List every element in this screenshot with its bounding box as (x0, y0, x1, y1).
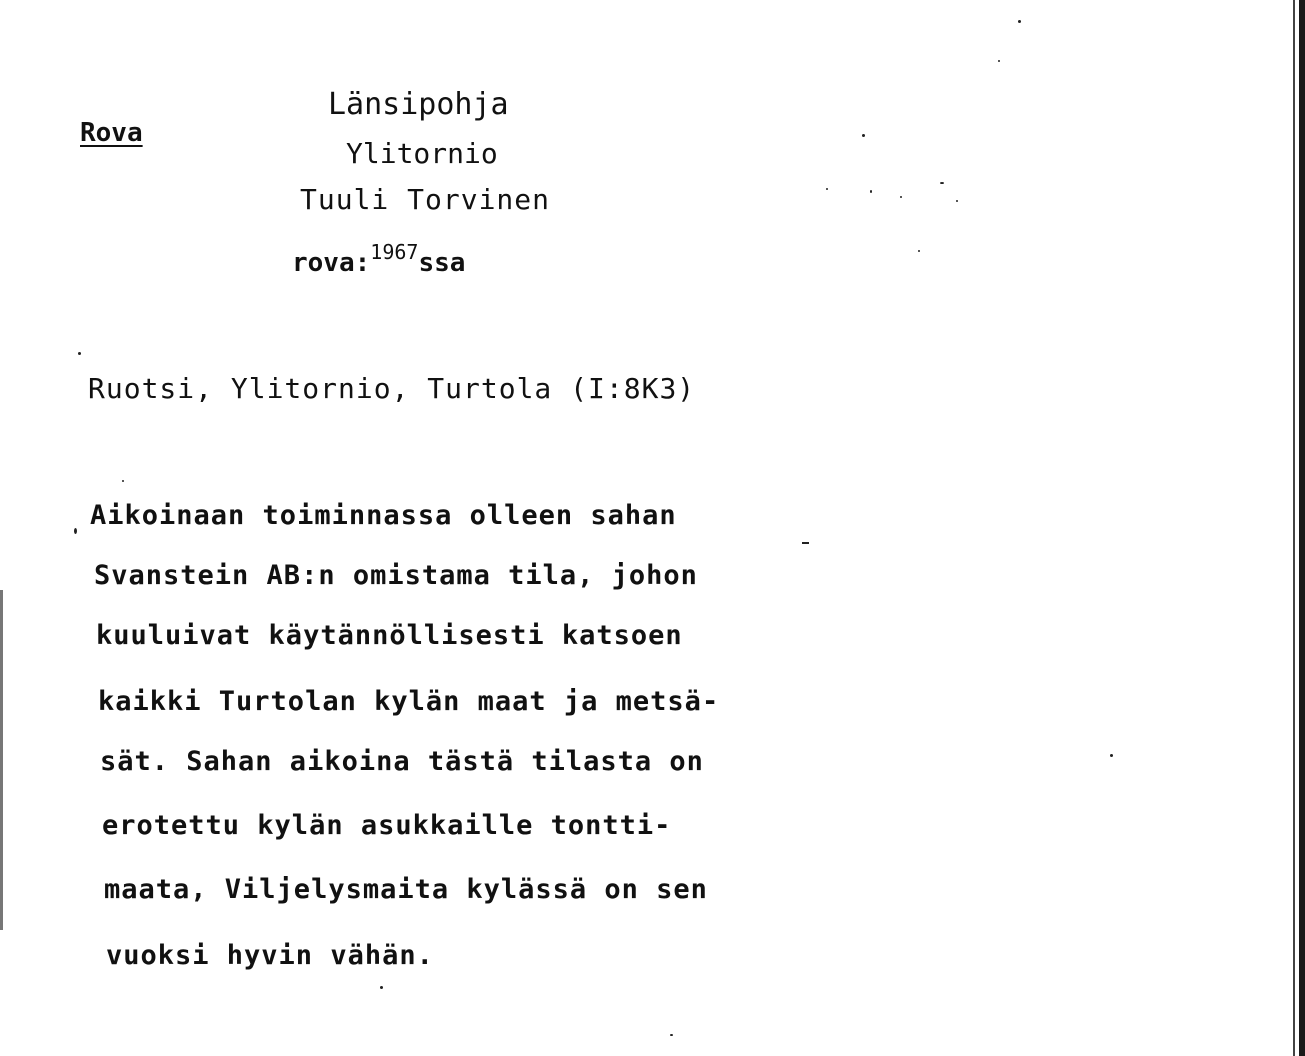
body-line: kuuluivat käytännöllisesti katsoen (96, 620, 683, 651)
card-left-edge-line (0, 590, 3, 930)
body-line: sät. Sahan aikoina tästä tilasta on (100, 746, 704, 777)
body-line: vuoksi hyvin vähän. (106, 940, 434, 971)
scan-speck (380, 986, 383, 989)
scan-speck (802, 542, 809, 544)
term-suffix: ssa (418, 248, 466, 278)
location-line: Ruotsi, Ylitornio, Turtola (I:8K3) (88, 372, 696, 405)
term-line (292, 240, 466, 278)
scan-speck (78, 352, 81, 355)
informant-label: Tuuli Torvinen (300, 183, 551, 216)
scan-speck (918, 250, 920, 252)
scan-speck (1018, 20, 1021, 23)
parish-label: Ylitornio (346, 137, 498, 170)
body-line: erotettu kylän asukkaille tontti- (102, 810, 672, 841)
card-right-edge-line (1293, 0, 1295, 1056)
body-line: Aikoinaan toiminnassa olleen sahan (90, 500, 677, 531)
scan-speck (956, 200, 958, 202)
term-label: rova: (292, 248, 371, 278)
scan-speck (670, 1034, 673, 1036)
scan-speck (900, 196, 902, 198)
scan-speck (1110, 754, 1113, 757)
scan-speck (870, 190, 872, 193)
scan-speck (998, 60, 1000, 62)
scan-speck (826, 188, 828, 190)
region-label: Länsipohja (328, 87, 509, 122)
scan-speck (74, 528, 77, 534)
scan-speck (940, 182, 944, 184)
scan-speck (122, 480, 124, 482)
scan-speck (862, 134, 865, 137)
body-line: Svanstein AB:n omistama tila, johon (94, 560, 698, 591)
card-right-edge (1299, 0, 1305, 1056)
body-line: maata, Viljelysmaita kylässä on sen (104, 874, 708, 905)
term-year: 1967 (370, 240, 419, 264)
body-line: kaikki Turtolan kylän maat ja metsä- (98, 686, 720, 717)
header-tag: Rova (80, 118, 143, 148)
